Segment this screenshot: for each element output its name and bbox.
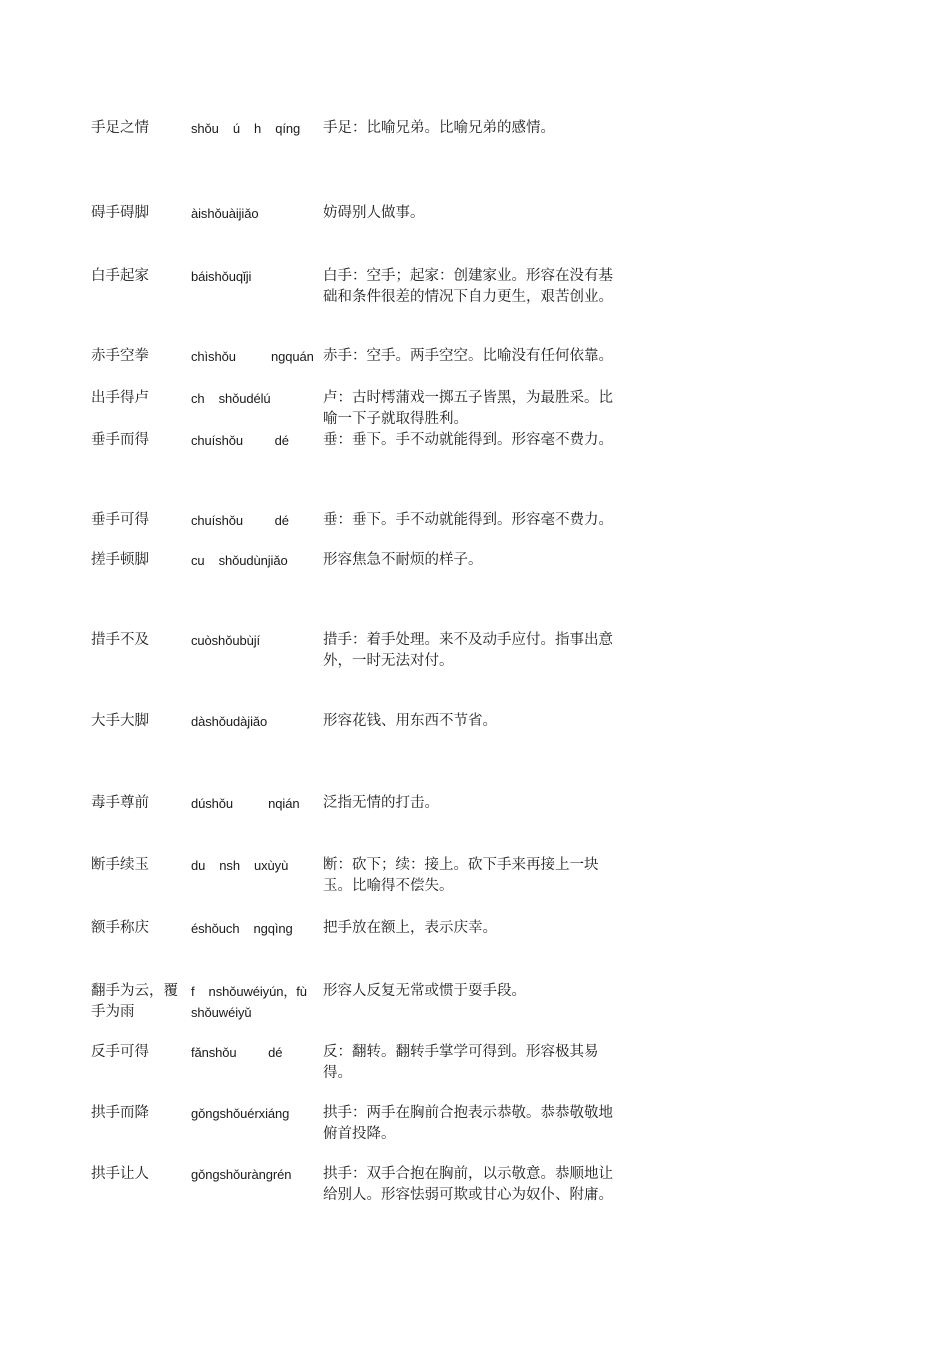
idiom-term: 垂手可得 bbox=[91, 512, 149, 528]
idiom-term: 翻手为云，覆手为雨 bbox=[91, 983, 178, 1020]
idiom-definition: 反：翻转。翻转手掌学可得到。形容极其易得。 bbox=[323, 1044, 599, 1081]
idiom-term: 断手续玉 bbox=[91, 857, 149, 873]
idiom-term: 出手得卢 bbox=[91, 390, 149, 406]
idiom-definition: 形容焦急不耐烦的样子。 bbox=[323, 552, 483, 568]
idiom-pinyin: dúshǒu nqián bbox=[191, 796, 300, 811]
idiom-pinyin: cuòshǒubùjí bbox=[191, 633, 261, 648]
idiom-definition: 垂：垂下。手不动就能得到。形容毫不费力。 bbox=[323, 432, 613, 448]
idiom-definition: 妨碍别人做事。 bbox=[323, 205, 425, 221]
idiom-definition: 白手：空手；起家：创建家业。形容在没有基础和条件很差的情况下自力更生，艰苦创业。 bbox=[323, 268, 613, 305]
idiom-definition: 断：砍下；续：接上。砍下手来再接上一块玉。比喻得不偿失。 bbox=[323, 857, 599, 894]
idiom-pinyin: chuíshǒu dé bbox=[191, 433, 289, 448]
idiom-term: 反手可得 bbox=[91, 1044, 149, 1060]
idiom-term: 拱手让人 bbox=[91, 1166, 149, 1182]
idiom-term: 措手不及 bbox=[91, 632, 149, 648]
idiom-definition: 形容花钱、用东西不节省。 bbox=[323, 713, 497, 729]
idiom-definition: 赤手：空手。两手空空。比喻没有任何依靠。 bbox=[323, 348, 613, 364]
idiom-pinyin: du nsh uxùyù bbox=[191, 858, 289, 873]
idiom-pinyin: cu shǒudùnjiǎo bbox=[191, 553, 288, 568]
idiom-definition: 拱手：两手在胸前合抱表示恭敬。恭恭敬敬地俯首投降。 bbox=[323, 1105, 613, 1142]
idiom-term: 毒手尊前 bbox=[91, 795, 149, 811]
idiom-pinyin: ch shǒudélú bbox=[191, 391, 271, 406]
idiom-term: 垂手而得 bbox=[91, 432, 149, 448]
idiom-definition: 措手：着手处理。来不及动手应付。指事出意外，一时无法对付。 bbox=[323, 632, 613, 669]
idiom-definition: 手足：比喻兄弟。比喻兄弟的感情。 bbox=[323, 120, 555, 136]
idiom-term: 碍手碍脚 bbox=[91, 205, 149, 221]
idiom-definition: 把手放在额上，表示庆幸。 bbox=[323, 920, 497, 936]
idiom-term: 搓手顿脚 bbox=[91, 552, 149, 568]
idiom-pinyin: chuíshǒu dé bbox=[191, 513, 289, 528]
idiom-term: 白手起家 bbox=[91, 268, 149, 284]
idiom-definition: 形容人反复无常或惯于耍手段。 bbox=[323, 983, 526, 999]
idiom-pinyin: dàshǒudàjiǎo bbox=[191, 714, 268, 729]
idiom-pinyin: f nshǒuwéiyún，fù shǒuwéiyǔ bbox=[191, 984, 307, 1020]
idiom-pinyin: àishǒuàijiǎo bbox=[191, 206, 259, 221]
idiom-term: 手足之情 bbox=[91, 120, 149, 136]
idiom-pinyin: chìshǒu ngquán bbox=[191, 349, 314, 364]
idiom-definition: 卢：古时樗蒲戏一掷五子皆黑，为最胜采。比喻一下子就取得胜利。 bbox=[323, 390, 613, 427]
idiom-definition: 拱手：双手合抱在胸前，以示敬意。恭顺地让给别人。形容怯弱可欺或甘心为奴仆、附庸。 bbox=[323, 1166, 613, 1203]
idiom-definition: 泛指无情的打击。 bbox=[323, 795, 439, 811]
idiom-pinyin: fǎnshǒu dé bbox=[191, 1045, 283, 1060]
idiom-pinyin: báishǒuqǐji bbox=[191, 269, 252, 284]
idiom-pinyin: gǒngshǒuràngrén bbox=[191, 1167, 292, 1182]
idiom-term: 额手称庆 bbox=[91, 920, 149, 936]
idiom-definition: 垂：垂下。手不动就能得到。形容毫不费力。 bbox=[323, 512, 613, 528]
idiom-pinyin: shǒu ú h qíng bbox=[191, 121, 301, 136]
idiom-term: 大手大脚 bbox=[91, 713, 149, 729]
idiom-pinyin: gǒngshǒuérxiáng bbox=[191, 1106, 290, 1121]
idiom-pinyin: éshǒuch ngqìng bbox=[191, 921, 293, 936]
idiom-term: 赤手空拳 bbox=[91, 348, 149, 364]
idiom-term: 拱手而降 bbox=[91, 1105, 149, 1121]
